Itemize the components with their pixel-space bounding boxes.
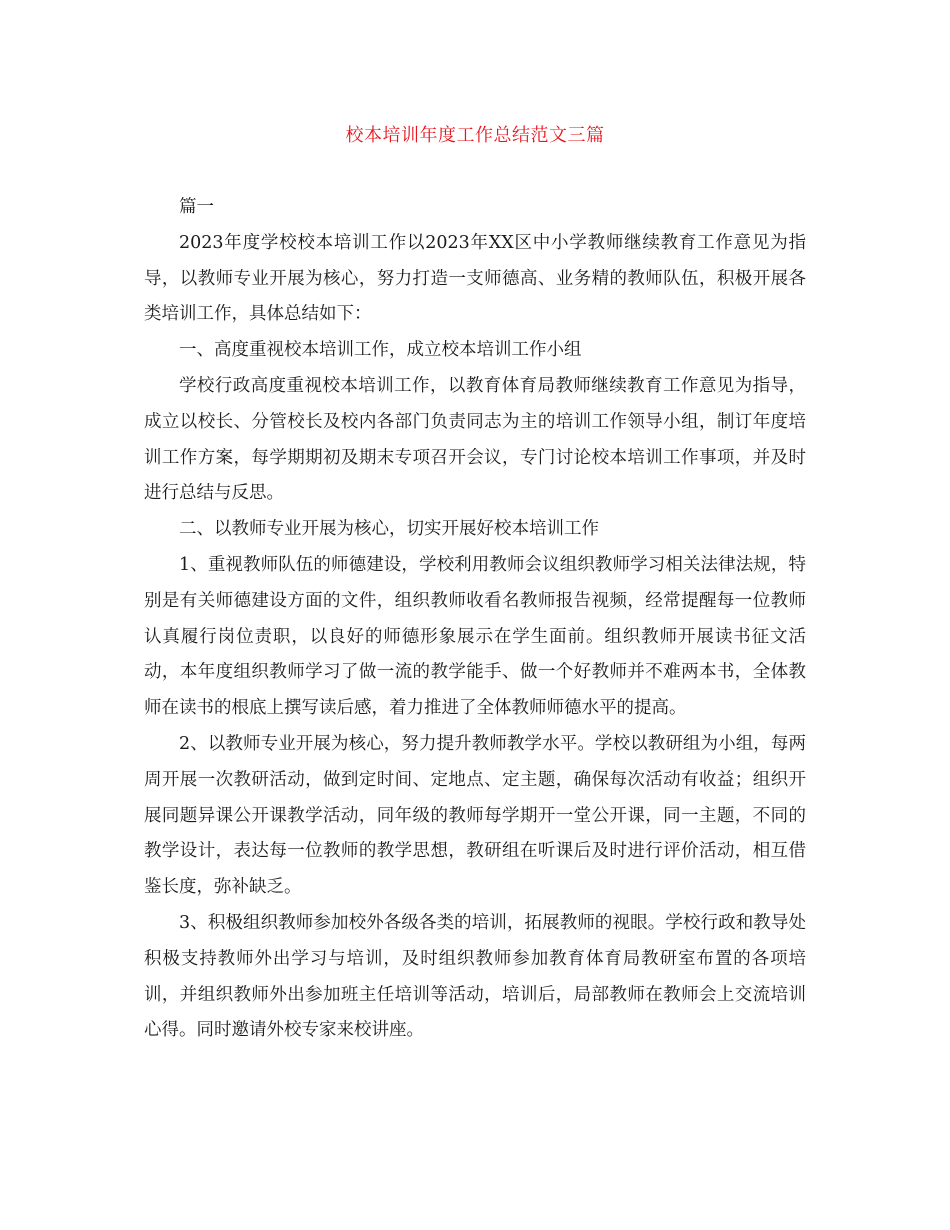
intro-paragraph: 2023年度学校校本培训工作以2023年XX区中小学教师继续教育工作意见为指导，以教师专业开展为核心，努力打造一支师德高、业务精的教师队伍，积极开展各类培训工作，具体总结如下： (144, 232, 806, 325)
body-paragraph: 学校行政高度重视校本培训工作，以教育体育局教师继续教育工作意见为指导，成立以校长、分管校长及校内各部门负责同志为主的培训工作领导小组，制订年度培训工作方案，每学期期初及期末专项召开会议，专门讨论校本培训工作事项，并及时进行总结与反思。 (144, 375, 806, 504)
section-heading-2: 二、以教师专业开展为核心，切实开展好校本培训工作 (179, 519, 599, 540)
document-body (144, 190, 806, 1049)
section-heading-part-one: 篇一 (179, 197, 214, 217)
document-title: 校本培训年度工作总结范文三篇 (345, 125, 605, 146)
section-heading-1: 一、高度重视校本培训工作，成立校本培训工作小组 (179, 340, 582, 361)
body-paragraph: 1、重视教师队伍的师德建设，学校利用教师会议组织教师学习相关法律法规，特别是有关师德建设方面的文件，组织教师收看名教师报告视频，经常提醒每一位教师认真履行岗位责职，以良好的师德形象展示在学生面前。组织教师开展读书征文活动，本年度组织教师学习了做一流的教学能手、做一个好教师并不难两本书，全体教师在读书的根底上撰写读后感，着力推进了全体教师师德水平的提高。 (144, 554, 806, 719)
body-paragraph: 2、以教师专业开展为核心，努力提升教师教学水平。学校以教研组为小组，每两周开展一次教研活动，做到定时间、定地点、定主题，确保每次活动有收益；组织开展同题异课公开课教学活动，同年级的教师每学期开一堂公开课，同一主题，不同的教学设计，表达每一位教师的教学思想，教研组在听课后及时进行评价活动，相互借鉴长度，弥补缺乏。 (144, 733, 806, 898)
body-paragraph: 3、积极组织教师参加校外各级各类的培训，拓展教师的视眼。学校行政和教导处积极支持教师外出学习与培训，及时组织教师参加教育体育局教研室布置的各项培训，并组织教师外出参加班主任培训等活动，培训后，局部教师在教师会上交流培训心得。同时邀请外校专家来校讲座。 (144, 912, 806, 1041)
